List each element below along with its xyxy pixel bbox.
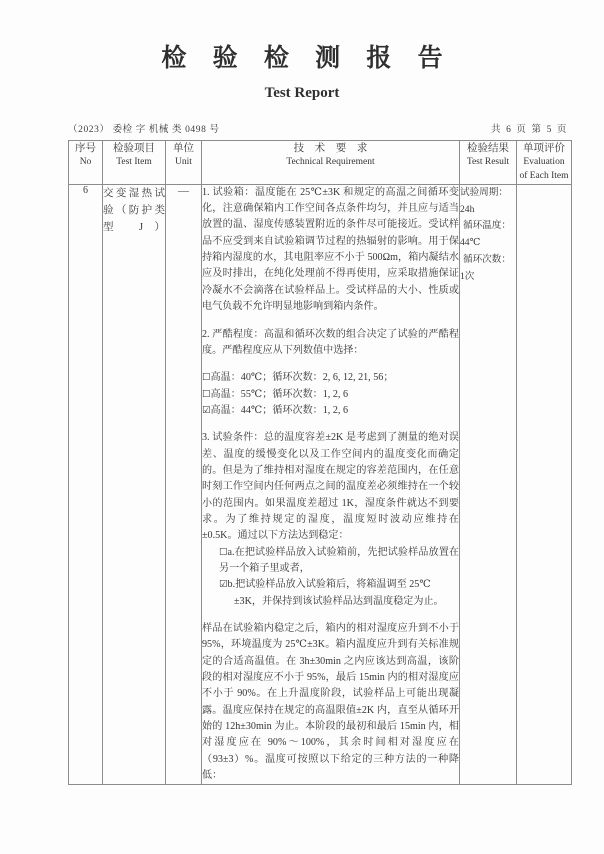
unchecked-checkbox-icon[interactable]: ☐	[219, 546, 228, 558]
stabilization-option-a-label: a.	[227, 546, 235, 558]
severity-option-2[interactable]	[202, 387, 459, 403]
cell-test-result	[460, 184, 517, 785]
column-header-requirement-en: Technical Requirement	[286, 157, 375, 168]
stabilization-option-b-text: 把试验样品放入试验箱后，将箱温调至 25℃	[235, 579, 431, 591]
cell-unit: —	[166, 184, 202, 785]
cell-test-item: 交变湿热试验（防护类型 J）	[103, 184, 166, 785]
column-header-evaluation	[517, 141, 572, 185]
column-header-unit-en: Unit	[175, 157, 192, 168]
stabilization-option-b-continued: ±3K，并保持到该试验样品达到温度稳定为止。	[234, 595, 444, 607]
cell-technical-requirement	[202, 184, 460, 785]
test-result-line-6: 1次	[460, 270, 475, 282]
column-header-test-result	[460, 141, 517, 185]
severity-option-3[interactable]	[202, 403, 459, 419]
column-header-test-result-en: Test Result	[466, 157, 510, 168]
column-header-requirement	[202, 141, 460, 185]
cell-serial-number: 6	[69, 184, 103, 785]
test-result-line-2: 24h	[460, 203, 475, 215]
column-header-evaluation-en: Evaluation	[523, 157, 565, 168]
test-result-line-1: 试验周期：	[460, 186, 508, 198]
checked-checkbox-icon[interactable]: ☑	[202, 404, 211, 416]
column-header-test-item-en: Test Item	[116, 157, 152, 168]
requirement-paragraph-3-intro: 3. 试验条件：总的温度容差±2K 是考虑到了测量的绝对误差、温度的缓慢变化以及工作空间内的温度变化而确定的。但是为了维持相对湿度在规定的容差范围内，在任意时刻工作空间内任何两点之间的温度差必须维持在一个较小的范围内。如果温度差超过 1K，湿度条件就达不到要求。为了维持规定的湿度，温度短时波动应维持在±0.5K。通过以下方法达到稳定：	[202, 432, 459, 542]
page-title-en: Test Report	[264, 85, 340, 101]
test-report-table	[68, 140, 572, 785]
test-result-line-3: 循环温度：	[463, 220, 511, 232]
severity-option-1[interactable]	[202, 370, 459, 386]
column-header-unit	[166, 141, 202, 185]
severity-option-1-label: 高温：40℃；循环次数：2, 6, 12, 21, 56；	[210, 372, 394, 384]
column-header-no-en: No	[79, 157, 92, 168]
stabilization-option-a-text: 在把试验样品放入试验箱前，先把试验样品放置在另一个箱子里或者，	[219, 546, 459, 574]
column-header-test-item	[103, 141, 166, 185]
column-header-evaluation-cn: 单项评价	[523, 143, 565, 154]
column-header-no-cn: 序号	[75, 143, 96, 154]
page-indicator: 共 6 页 第 5 页	[491, 125, 568, 135]
table-header-row	[69, 141, 572, 185]
requirement-paragraph-2-intro: 2. 严酷程度：高温和循环次数的组合决定了试验的严酷程度。严酷程度应从下列数值中选择：	[202, 328, 459, 356]
unchecked-checkbox-icon[interactable]: ☐	[202, 372, 211, 384]
severity-option-3-label: 高温：44℃；循环次数：1, 2, 6	[210, 404, 348, 416]
stabilization-option-a[interactable]	[202, 545, 459, 578]
stabilization-option-b-label: b.	[227, 579, 236, 591]
report-meta	[68, 121, 568, 135]
column-header-no	[69, 141, 103, 185]
requirement-paragraph-3	[202, 430, 459, 544]
test-result-line-4: 44℃	[460, 237, 481, 249]
page-title-cn: 检 验 检 测 报 告	[161, 45, 453, 72]
column-header-requirement-cn: 技 术 要 求	[293, 143, 372, 154]
column-header-test-result-cn: 检验结果	[467, 143, 509, 154]
report-number: （2023） 委检 字 机械 类 0498 号	[68, 125, 220, 135]
table-row	[69, 184, 572, 785]
requirement-paragraph-4: 样品在试验箱内稳定之后，箱内的相对湿度应升到不小于 95%，环境温度为 25℃±3K。箱内温度应升到有关标准规定的合适高温值。在 3h±30min 之内应该达到高温，该阶段的相对湿度应不小于 95%，最后 15min 内的相对湿度应不小于 90%。在上升温度阶段，试验样品上可能出现凝露。温度应保持在规定的高温限值±2K 内，直至从循环开始的 12h±30min 为止。本阶段的最初和最后 15min 内，相对湿度应在 90%～100%，其余时间相对湿度应在（93±3）%。温度可按照以下给定的三种方法的一种降低：	[202, 623, 459, 782]
severity-option-2-label: 高温：55℃；循环次数：1, 2, 6	[210, 388, 348, 400]
unchecked-checkbox-icon[interactable]: ☐	[202, 388, 211, 400]
cell-evaluation	[517, 184, 572, 785]
column-header-unit-cn: 单位	[173, 143, 194, 154]
stabilization-option-b[interactable]	[202, 577, 459, 593]
test-result-line-5: 循环次数：	[463, 253, 511, 265]
requirement-paragraph-1: 1. 试验箱：温度能在 25℃±3K 和规定的高温之间循环变化，注意确保箱内工作空间各点条件均匀，并且应与适当放置的温、湿度传感装置附近的条件尽可能接近。受试样品不应受到来自试验箱调节过程的热辐射的影响。用于保持箱内湿度的水，其电阻率应不小于 500Ωm，箱内凝结水应及时排出，在纯化处理前不得再使用，应采取措施保证冷凝水不会滴落在试验样品上。受试样品的大小、性质或电气负载不允许明显地影响到箱内条件。	[202, 186, 459, 313]
checked-checkbox-icon[interactable]: ☑	[219, 579, 228, 591]
column-header-test-item-cn: 检验项目	[113, 143, 155, 154]
column-header-evaluation-en2: of Each Item	[519, 170, 569, 181]
requirement-paragraph-2	[202, 327, 459, 360]
